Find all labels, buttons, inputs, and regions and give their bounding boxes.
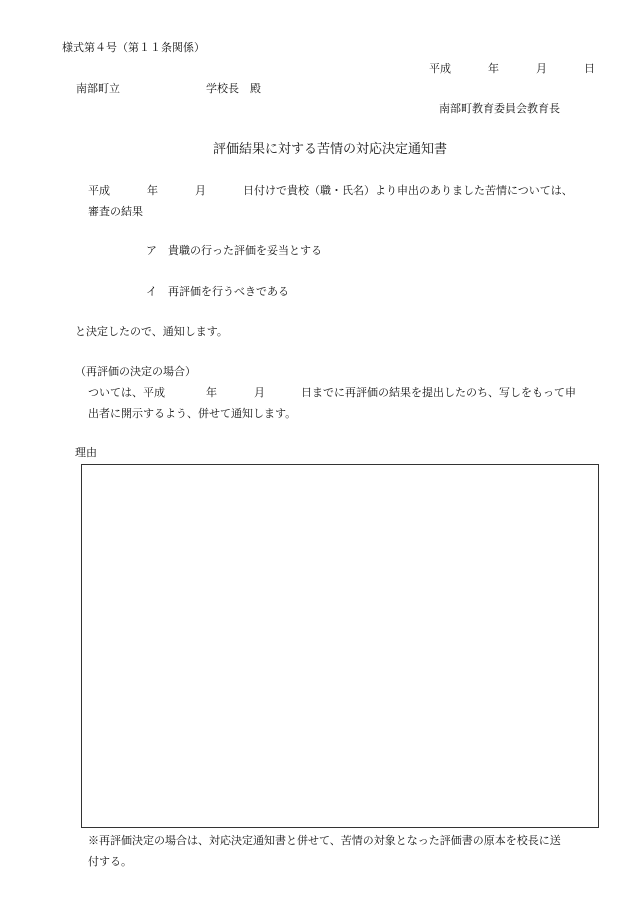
option-a: ア 貴職の行った評価を妥当とする (146, 244, 322, 257)
date-month: 月 (536, 62, 547, 75)
option-i: イ 再評価を行うべきである (146, 285, 289, 298)
reevaluation-line1-start: ついては、平成 (88, 386, 165, 399)
body-month: 月 (195, 184, 206, 197)
note-line1: ※再評価決定の場合は、対応決定通知書と併せて、苦情の対象となった評価書の原本を校長に送 (88, 834, 561, 847)
reevaluation-month: 月 (254, 386, 265, 399)
reason-box[interactable] (81, 464, 599, 828)
issuer-name: 南部町教育委員会教育長 (439, 102, 560, 115)
reevaluation-heading: （再評価の決定の場合） (75, 365, 196, 378)
addressee-principal: 学校長 殿 (206, 82, 261, 95)
reason-label: 理由 (75, 446, 97, 459)
addressee-town-school: 南部町立 (76, 82, 120, 95)
body-era: 平成 (88, 184, 110, 197)
decision-text: と決定したので、通知します。 (75, 325, 228, 338)
reevaluation-line1-rest: 日までに再評価の結果を提出したのち、写しをもって申 (301, 386, 576, 399)
form-number: 様式第４号（第１１条関係） (62, 41, 205, 54)
note-line2: 付する。 (88, 855, 132, 868)
date-year: 年 (488, 62, 499, 75)
body-line2: 審査の結果 (88, 205, 143, 218)
reevaluation-line2: 出者に開示するよう、併せて通知します。 (88, 407, 297, 420)
body-year: 年 (147, 184, 158, 197)
date-era: 平成 (429, 62, 451, 75)
body-line1-rest: 日付けで貴校（職・氏名）より申出のありました苦情については、 (243, 184, 573, 197)
document-title: 評価結果に対する苦情の対応決定通知書 (213, 142, 448, 157)
date-day: 日 (584, 62, 595, 75)
reevaluation-year: 年 (206, 386, 217, 399)
